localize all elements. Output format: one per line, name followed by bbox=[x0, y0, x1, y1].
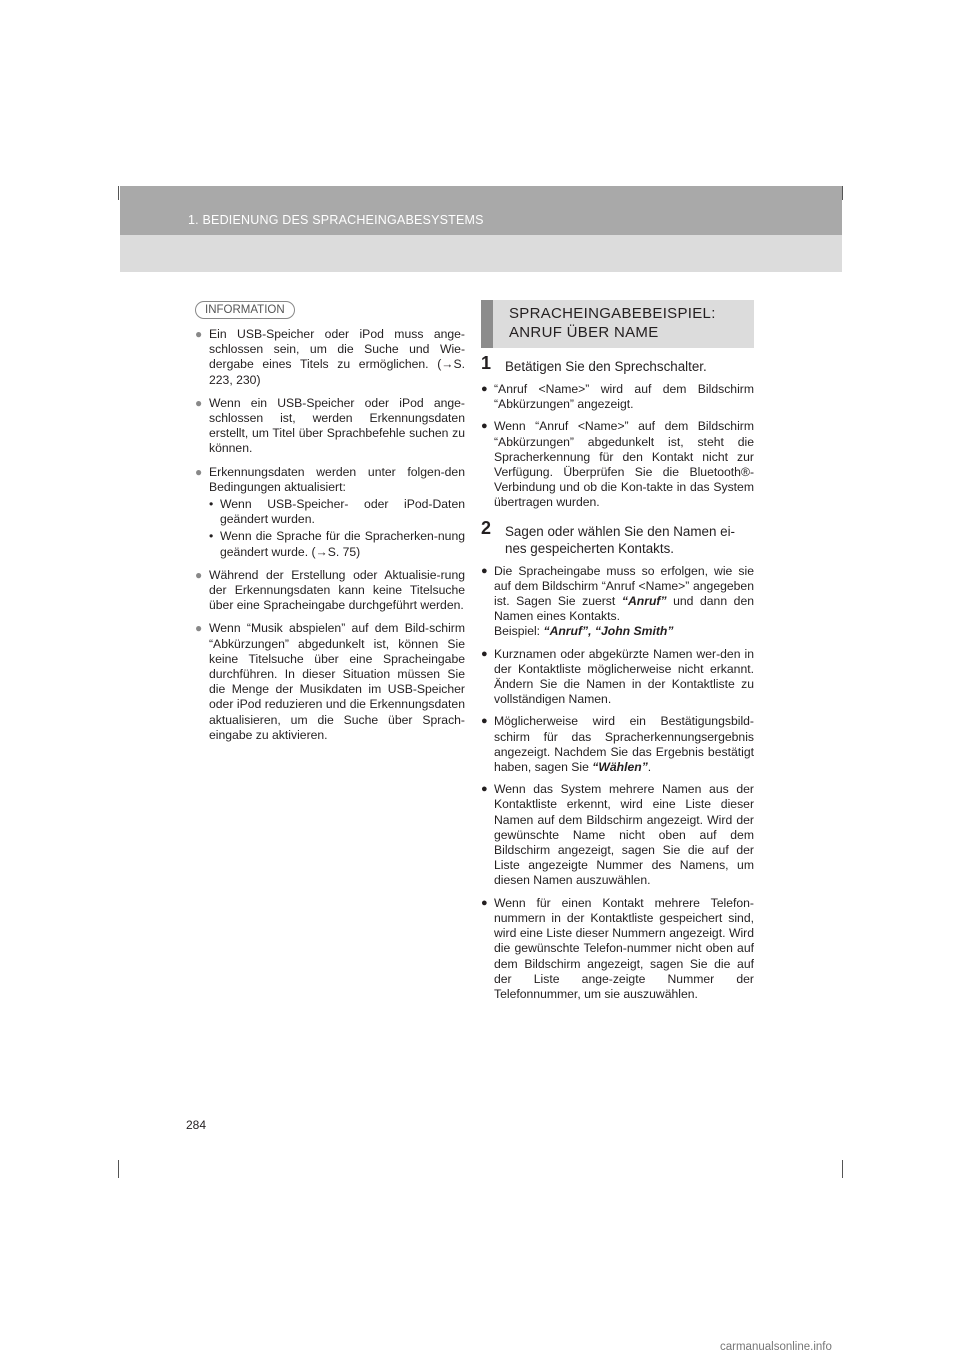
section-title-line: ANRUF ÜBER NAME bbox=[509, 324, 659, 341]
bullet-icon: ● bbox=[481, 715, 488, 728]
item-emphasis: “Anruf” bbox=[621, 594, 667, 609]
information-tag: INFORMATION bbox=[195, 301, 295, 319]
page-header bbox=[120, 186, 842, 272]
bullet-icon: ● bbox=[481, 383, 488, 395]
list-item bbox=[481, 782, 754, 888]
page-number: 284 bbox=[186, 1118, 207, 1132]
header-bar bbox=[120, 186, 842, 235]
example-section bbox=[481, 300, 754, 1002]
list-item bbox=[481, 896, 754, 1002]
item-text: und dann den Namen eines Kontakts. bbox=[494, 594, 755, 624]
item-text: Wenn “Anruf <Name>” auf dem Bildschirm “Abkürzungen” abgedunkelt ist, steht die Spracherkennung für den Kontakt nicht zur Verfügung. Überprüfen Sie die Bluetooth®-Verbindung und ob die Kon-takte in das System übertragen wurden. bbox=[494, 419, 754, 510]
sub-bullet-icon: • bbox=[209, 529, 214, 544]
info-item bbox=[195, 465, 465, 560]
section-accent-bar bbox=[481, 300, 493, 348]
step-number: 1 bbox=[481, 353, 492, 373]
bullet-icon: ● bbox=[195, 567, 203, 582]
bullet-icon: ● bbox=[481, 783, 488, 796]
list-item bbox=[481, 419, 754, 510]
info-text: Wenn “Musik abspielen” auf dem Bild-schirm “Abkürzungen” abgedunkelt ist, können Sie keine Titelsuche über eine Spracheingabe durchführen. In dieser Situation müssen Sie die Menge der Musikdaten im USB-Speicher oder iPod reduzieren und die Erkennungsdaten aktualisieren, um die Suche über Sprach-eingabe zu aktivieren. bbox=[209, 621, 465, 742]
crop-mark-bottom-left bbox=[118, 1160, 119, 1178]
watermark: carmanualsonline.info bbox=[720, 1341, 832, 1353]
item-emphasis: “Wählen” bbox=[592, 760, 648, 775]
bullet-icon: ● bbox=[481, 420, 488, 433]
info-item bbox=[195, 568, 465, 614]
info-item bbox=[195, 396, 465, 457]
bullet-icon: ● bbox=[195, 464, 203, 479]
crop-mark-top-left bbox=[118, 186, 119, 200]
step-text: Sagen oder wählen Sie den Namen ei-nes gespeicherten Kontakts. bbox=[505, 523, 736, 556]
example-text: “Anruf”, “John Smith” bbox=[543, 624, 674, 639]
information-panel bbox=[195, 300, 465, 743]
bullet-icon: ● bbox=[481, 896, 488, 909]
crop-mark-top-right bbox=[842, 186, 843, 200]
info-text: Ein USB-Speicher oder iPod muss ange-schlossen sein, um die Suche und Wie-dergabe eines Titels zu ermöglichen. (→S. 223, 230) bbox=[209, 327, 465, 387]
crop-mark-bottom-right bbox=[842, 1160, 843, 1178]
item-text: Die Spracheingabe muss so erfolgen, wie sie auf dem Bildschirm “Anruf <Name>” angegeben ist. Sagen Sie zuerst bbox=[494, 563, 754, 609]
info-text: Erkennungsdaten werden unter folgen-den Bedingungen aktualisiert: bbox=[209, 464, 465, 494]
item-text: Kurznamen oder abgekürzte Namen wer-den in der Kontaktliste möglicherweise nicht erkannt. Ändern Sie die Namen in der Kontaktliste zu vollständigen Namen. bbox=[494, 646, 754, 707]
section-heading bbox=[481, 300, 754, 348]
sub-item bbox=[209, 497, 465, 527]
step-number: 2 bbox=[481, 517, 492, 538]
item-text: “Anruf <Name>” wird auf dem Bildschirm “Abkürzungen” angezeigt. bbox=[494, 382, 754, 412]
item-text: Wenn für einen Kontakt mehrere Telefon-nummern in der Kontaktliste gespeichert sind, wird eine Liste dieser Nummern angezeigt. Wird die gewünschte Telefon-nummer nicht oben auf dem Bildschirm angezeigt, sagen Sie die auf der Liste ange-zeigte Nummer der Telefonnummer, um sie auszuwählen. bbox=[494, 895, 754, 1001]
step-2 bbox=[481, 517, 754, 557]
section-title bbox=[509, 304, 716, 342]
bullet-icon: ● bbox=[195, 327, 203, 341]
bullet-icon: ● bbox=[195, 621, 203, 636]
list-item bbox=[481, 564, 754, 640]
info-text: Während der Erstellung oder Aktualisie-rung der Erkennungsdaten kann keine Titelsuche über eine Spracheingabe durchgeführt werden. bbox=[209, 567, 465, 613]
sub-item bbox=[209, 529, 465, 559]
item-text: . bbox=[647, 760, 652, 775]
sub-item-text: Wenn USB-Speicher- oder iPod-Daten geändert wurden. bbox=[220, 497, 465, 527]
example-label: Beispiel: bbox=[494, 624, 541, 639]
sub-item-text: Wenn die Sprache für die Spracherken-nung geändert wurde. (→S. 75) bbox=[220, 529, 465, 559]
step-1 bbox=[481, 353, 754, 375]
info-item bbox=[195, 621, 465, 743]
list-item bbox=[481, 647, 754, 708]
bullet-icon: ● bbox=[481, 564, 488, 577]
bullet-icon: ● bbox=[195, 395, 203, 410]
step-text: Betätigen Sie den Sprechschalter. bbox=[505, 359, 707, 374]
info-item bbox=[195, 327, 465, 388]
list-item bbox=[481, 714, 754, 775]
chapter-title: 1. BEDIENUNG DES SPRACHEINGABESYSTEMS bbox=[188, 213, 484, 227]
bullet-icon: ● bbox=[481, 647, 488, 660]
section-title-line: SPRACHEINGABEBEISPIEL: bbox=[509, 305, 716, 322]
sub-bullet-icon: • bbox=[209, 497, 214, 512]
list-item bbox=[481, 382, 754, 412]
item-text: Möglicherweise wird ein Bestätigungsbild-schirm für das Spracherkennungsergebnis angezeigt. Nachdem Sie das Ergebnis bestätigt haben, sagen Sie bbox=[494, 714, 754, 775]
item-text: Wenn das System mehrere Namen aus der Kontaktliste erkennt, wird eine Liste dieser Namen auf dem Bildschirm angezeigt. Wird der gewünschte Name nicht oben auf dem Bildschirm angezeigt, sagen Sie die auf der Liste angezeigte Nummer des Namens, um diesen Namen auszuwählen. bbox=[494, 782, 754, 888]
info-text: Wenn ein USB-Speicher oder iPod ange-schlossen ist, werden Erkennungsdaten erstellt, um Titel über Sprachbefehle suchen zu können. bbox=[209, 395, 465, 456]
